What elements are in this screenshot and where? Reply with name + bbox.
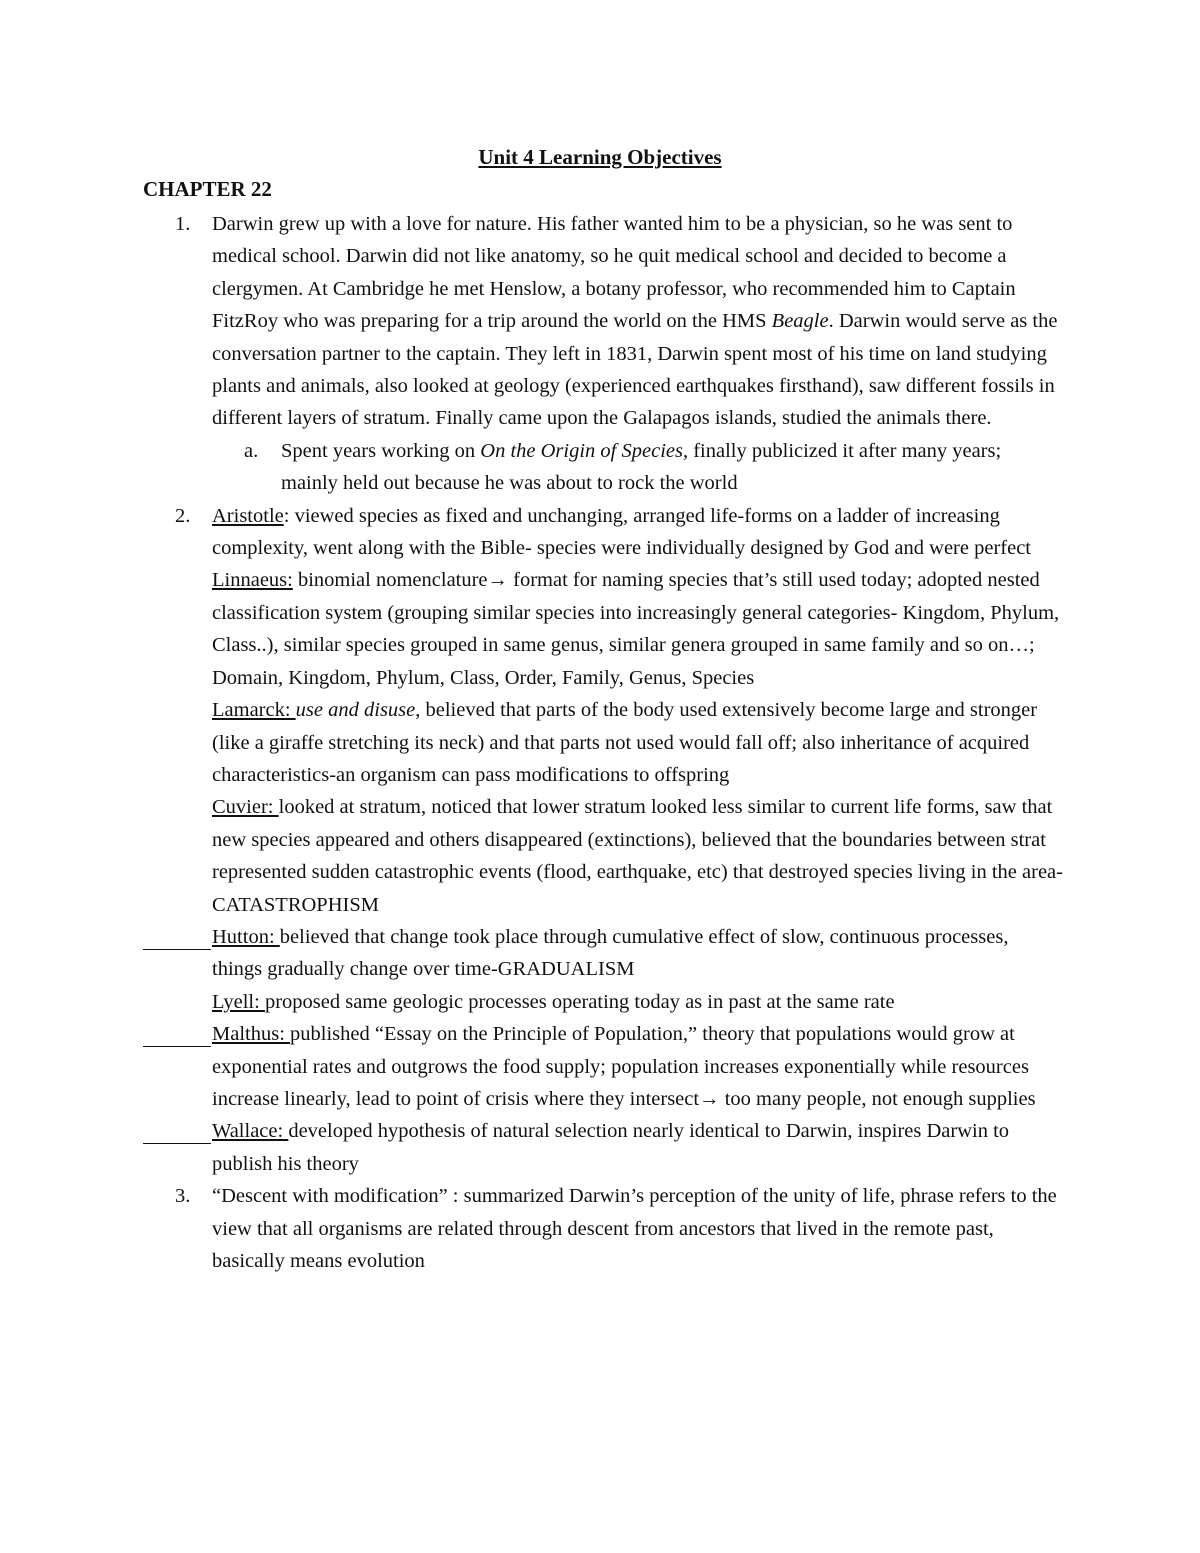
name-linnaeus: Linnaeus: [212, 569, 293, 592]
objective-3 [143, 1180, 1063, 1277]
entry-text: : viewed species as fixed and unchanging, arranged life-forms on a ladder of increasing complexity, went along with the Bible- species were individually designed by God and were perfect [212, 504, 1031, 560]
name-cuvier: Cuvier: [212, 796, 279, 819]
sub-item-letter: a. [244, 439, 259, 462]
entry-text: developed hypothesis of natural selection nearly identical to Darwin, inspires Darwin to publish his theory [212, 1120, 1010, 1175]
objective-1a [212, 435, 1063, 500]
underline-rule [143, 1046, 211, 1047]
chapter-heading: CHAPTER 22 [143, 177, 272, 201]
entry-malthus [212, 1018, 1063, 1115]
entry-linnaeus [212, 564, 1063, 694]
name-lamarck: Lamarck: [212, 699, 296, 722]
objective-2 [143, 500, 1063, 1181]
objective-1-text: Darwin grew up with a love for nature. His father wanted him to be a physician, so he was sent to medical school. Darwin did not like anatomy, so he quit medical school and decided to become a clergymen. At Cambridge he met Henslow, a botany professor, who recommended him to Captain FitzRoy who was preparing for a trip around the world on the HMS [212, 213, 1016, 333]
objectives-list [143, 208, 1063, 1277]
name-malthus: Malthus: [212, 1023, 291, 1046]
name-wallace: Wallace: [212, 1120, 289, 1143]
name-lyell: Lyell: [212, 990, 265, 1013]
item-number: 2. [175, 504, 191, 527]
document-title: Unit 4 Learning Objectives [478, 145, 722, 169]
underline-rule [143, 1143, 211, 1144]
item-number: 3. [175, 1185, 191, 1208]
entry-text: binomial nomenclature→ format for naming species that’s still used today; adopted nested classification system (grouping similar species into increasingly general categories- Kingdom, Phylum, Class..), similar species grouped in same genus, similar genera grouped in same family and so on…; Domain, Kingdom, Phylum, Class, Order, Family, Genus, Species [212, 569, 1060, 689]
sub-item-text-cont: , finally publicized it after many years; mainly held out because he was about to rock the world [281, 439, 1002, 495]
entry-cuvier [212, 791, 1063, 921]
entry-text: published “Essay on the Principle of Population,” theory that populations would grow at exponential rates and outgrows the food supply; population increases exponentially while resources increase linearly, lead to point of crisis where they intersect→ too many people, not enough supplies [212, 1023, 1036, 1110]
name-hutton: Hutton: [212, 925, 280, 948]
entry-text: believed that change took place through cumulative effect of slow, continuous processes, things gradually change over time-GRADUALISM [212, 925, 1009, 981]
underline-rule [143, 949, 211, 950]
entry-lamarck [212, 694, 1063, 791]
objective-3-text: “Descent with modification” : summarized Darwin’s perception of the unity of life, phrase refers to the view that all organisms are related through descent from ancestors that lived in the remote past, basically means evolution [212, 1185, 1057, 1272]
objective-1-text-cont: . Darwin would serve as the conversation partner to the captain. They left in 1831, Darwin spent most of his time on land studying plants and animals, also looked at geology (experienced earthquakes firsthand), saw different fossils in different layers of stratum. Finally came upon the Galapagos islands, studied the animals there. [212, 310, 1058, 430]
entry-text: , believed that parts of the body used extensively become large and stronger (like a giraffe stretching its neck) and that parts not used would fall off; also inheritance of acquired characteristics-an organism can pass modifications to offspring [212, 699, 1038, 786]
lamarck-term: use and disuse [295, 699, 416, 722]
entry-hutton [212, 921, 1063, 986]
entry-text: proposed same geologic processes operating today as in past at the same rate [264, 990, 895, 1013]
objective-1 [143, 208, 1063, 435]
entry-lyell [212, 986, 1063, 1018]
ship-name: Beagle [771, 310, 829, 333]
entry-wallace [212, 1115, 1063, 1180]
entry-aristotle [212, 500, 1063, 565]
book-title: On the Origin of Species [480, 439, 683, 462]
sub-item-text: Spent years working on [281, 439, 481, 462]
entry-text: looked at stratum, noticed that lower stratum looked less similar to current life forms, saw that new species appeared and others disappeared (extinctions), believed that the boundaries between strat represented sudden catastrophic events (flood, earthquake, etc) that destroyed species living in the area-CATASTROPHISM [212, 796, 1063, 916]
item-number: 1. [175, 213, 191, 235]
name-aristotle: Aristotle [212, 504, 284, 527]
